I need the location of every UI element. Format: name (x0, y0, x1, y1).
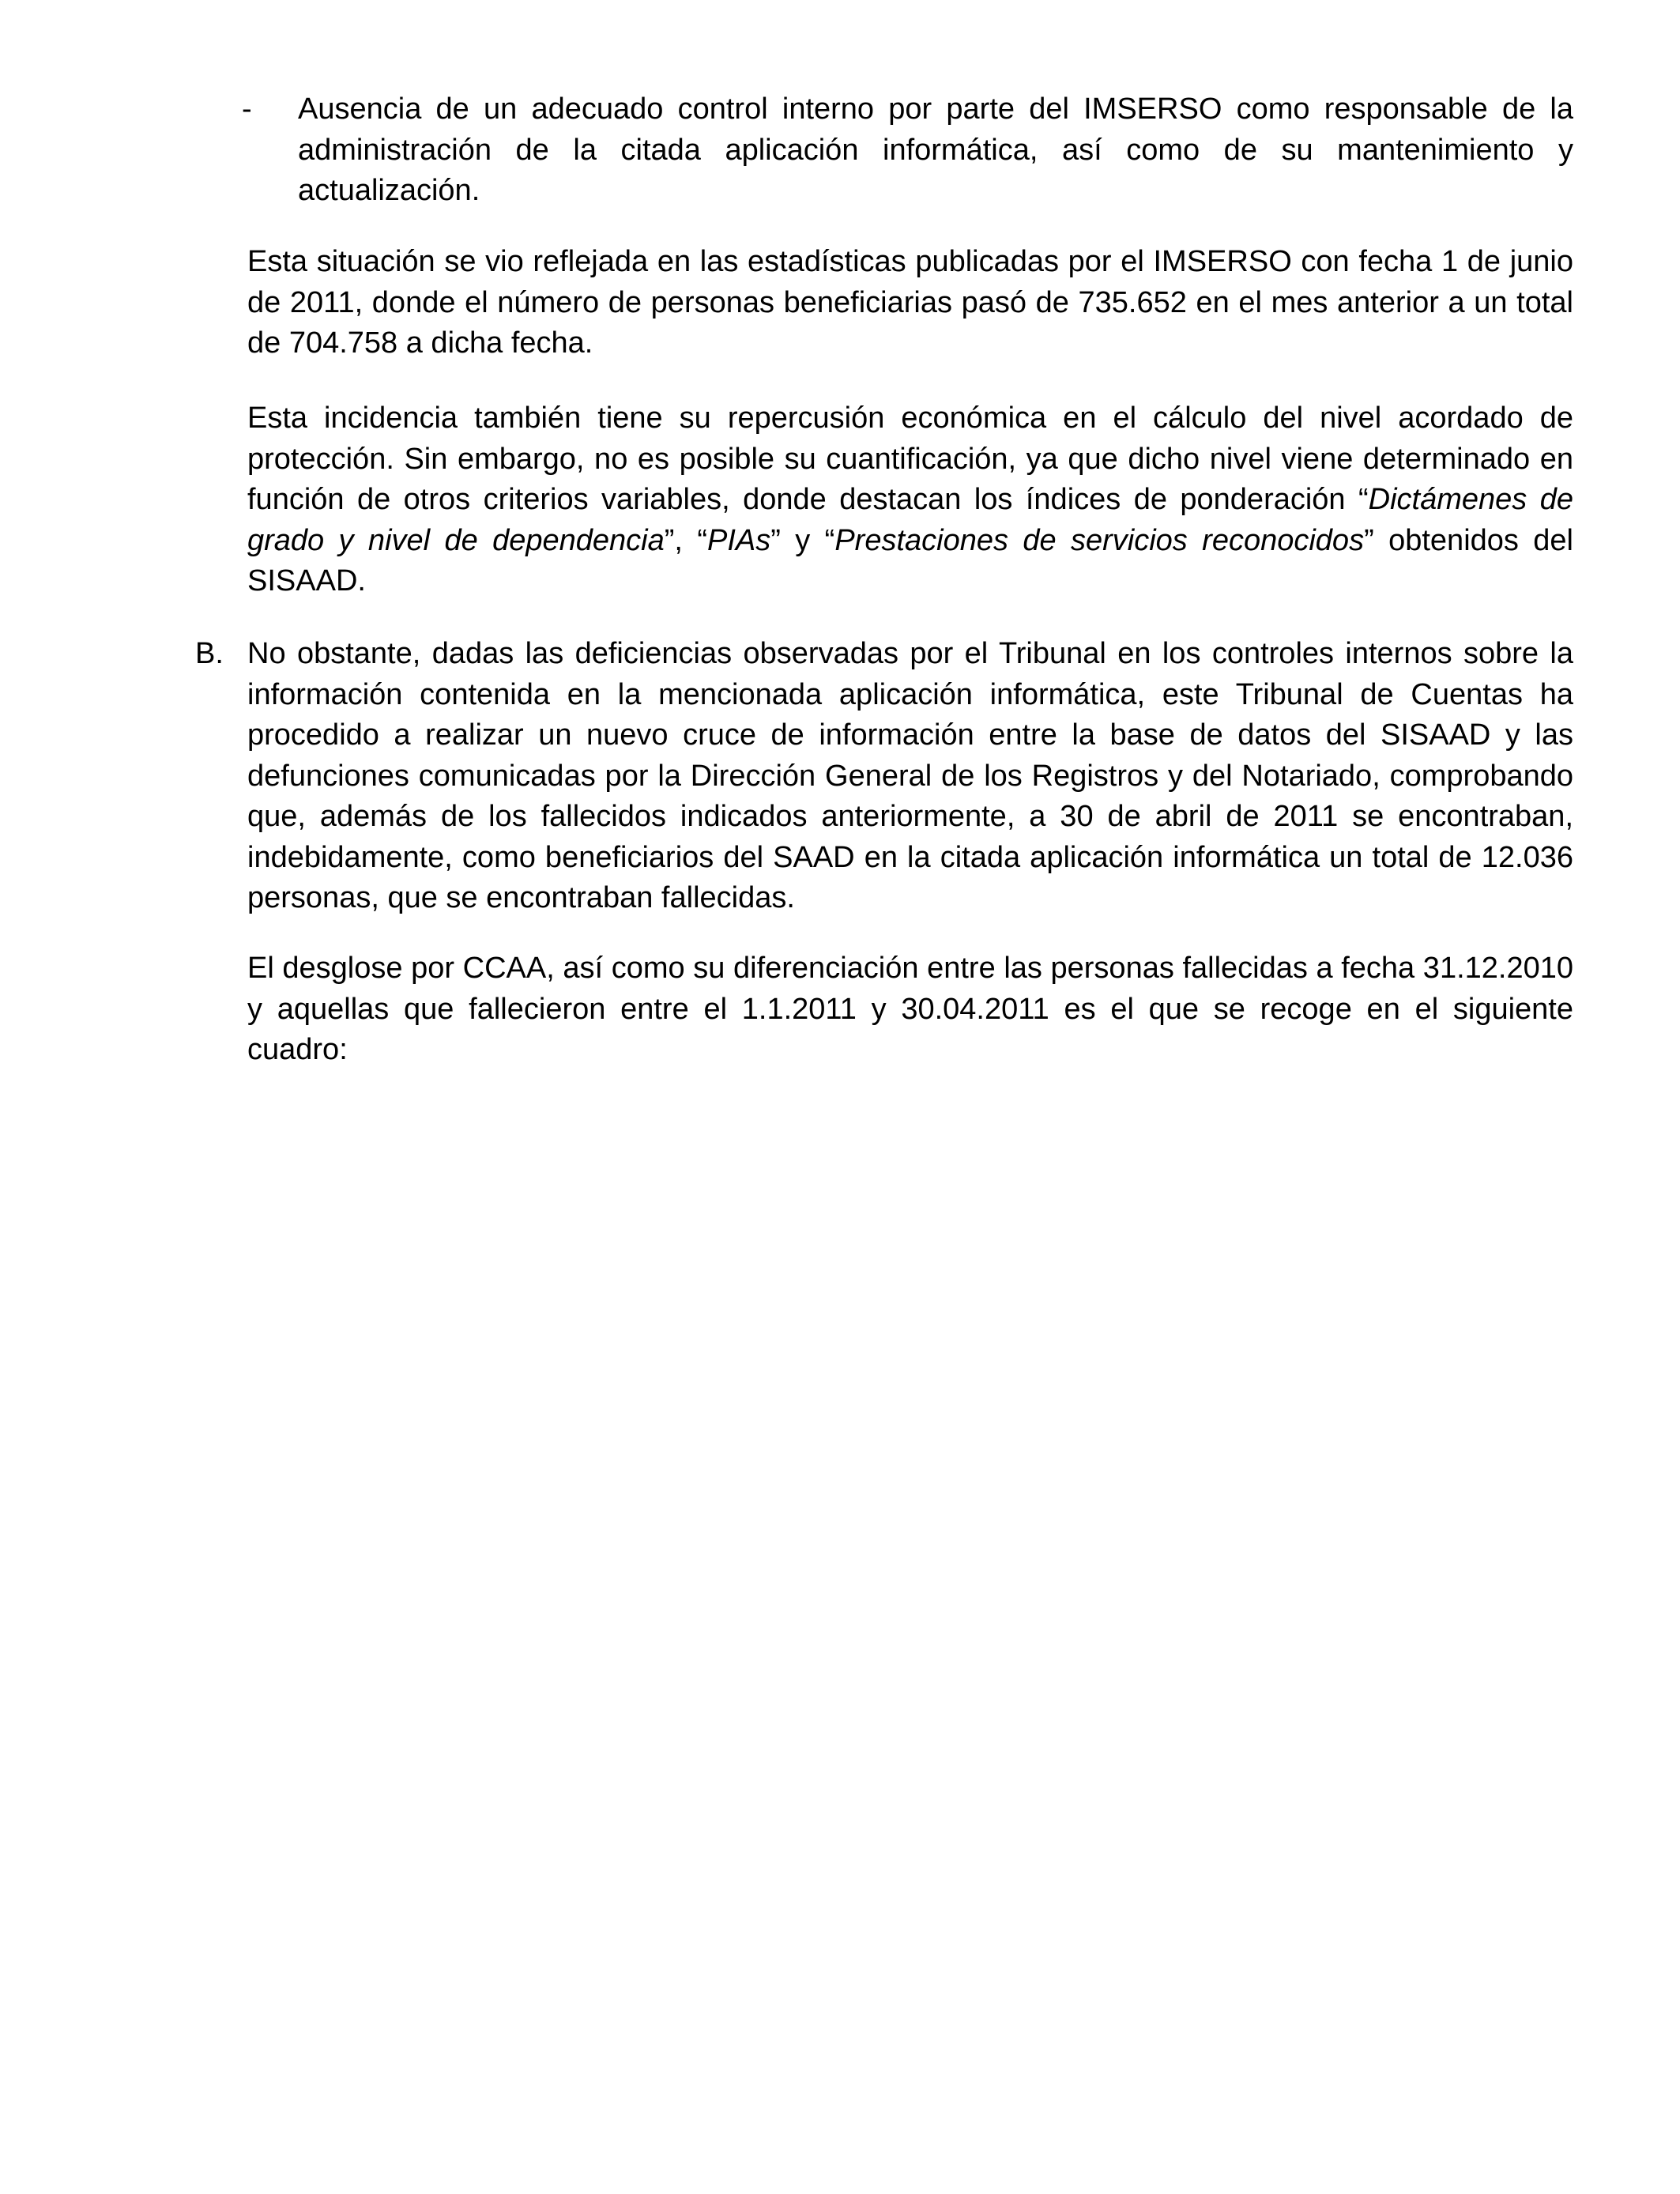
bullet-item-text: Ausencia de un adecuado control interno por parte del IMSERSO como responsable de la administración de la citada aplicación informática, así como de su mantenimiento y actualización. (298, 92, 1573, 207)
paragraph-economic-impact (247, 398, 1573, 602)
paragraph-text-segment: Esta incidencia también tiene su repercusión económica en el cálculo del nivel acordado de protección. Sin embargo, no es posible su cuantificación, ya que dicho nivel viene determinado en función de otros criterios variables, donde destacan los índices de ponderación “ (247, 401, 1573, 516)
italic-term: PIAs (707, 523, 771, 557)
paragraph-text-segment: ”, “ (664, 523, 707, 557)
paragraph-statistics: Esta situación se vio reflejada en las estadísticas publicadas por el IMSERSO con fecha 1 de junio de 2011, donde el número de personas beneficiarias pasó de 735.652 en el mes anterior a un total de 704.758 a dicha fecha. (247, 245, 1573, 360)
italic-term: Dictámenes de grado y nivel de dependencia (247, 483, 1573, 557)
paragraph-breakdown-intro: El desglose por CCAA, así como su diferenciación entre las personas fallecidas a fecha 31.12.2010 y aquellas que fallecieron entre el 1.1.2011 y 30.04.2011 es el que se recoge en el siguiente cuadro: (247, 952, 1573, 1066)
italic-term: Prestaciones de servicios reconocidos (834, 523, 1365, 557)
paragraph-text-segment: ” y “ (770, 523, 835, 557)
list-item-marker-b: B. (195, 637, 224, 670)
list-item-b-text: No obstante, dadas las deficiencias observadas por el Tribunal en los controles internos sobre la información contenida en la mencionada aplicación informática, este Tribunal de Cuentas ha procedido a realizar un nuevo cruce de información entre la base de datos del SISAAD y las defunciones comunicadas por la Dirección General de los Registros y del Notariado, comprobando que, además de los fallecidos indicados anteriormente, a 30 de abril de 2011 se encontraban, indebidamente, como beneficiarios del SAAD en la citada aplicación informática un total de 12.036 personas, que se encontraban fallecidas. (247, 637, 1573, 914)
bullet-marker: - (242, 92, 252, 126)
paragraph-text-segment: ” obtenidos del SISAAD. (247, 523, 1573, 598)
